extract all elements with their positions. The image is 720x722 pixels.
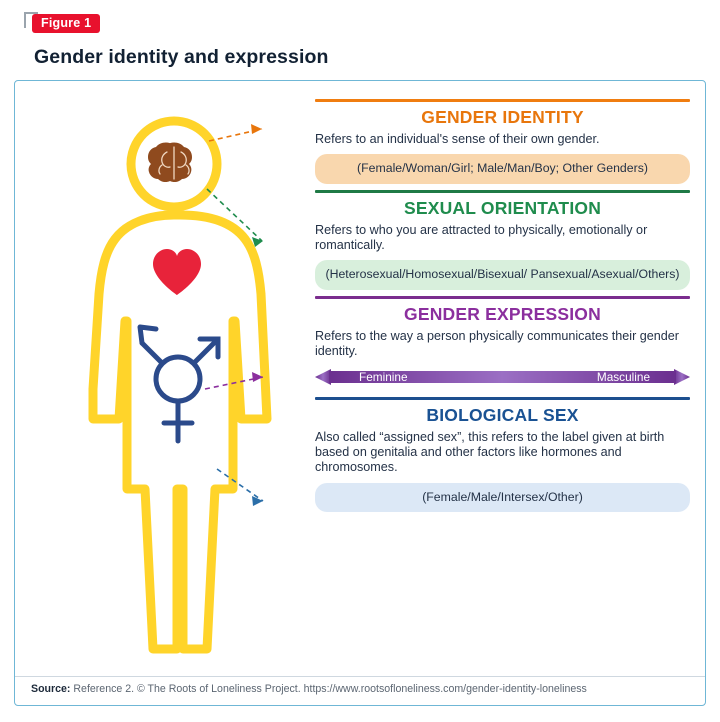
block-sexual-orientation xyxy=(315,190,690,290)
figure-badge: Figure 1 xyxy=(32,14,100,33)
block-biological-sex xyxy=(315,397,690,512)
diagram-panel xyxy=(14,80,706,706)
block-heading-gender-expression: GENDER EXPRESSION xyxy=(404,303,601,324)
block-gender-expression xyxy=(315,296,690,387)
block-gender-identity xyxy=(315,99,690,184)
body-illustration xyxy=(57,89,317,659)
block-description-gender-identity: Refers to an individual's sense of their own gender. xyxy=(315,132,600,146)
block-description-biological-sex: Also called “assigned sex”, this refers to the label given at birth based on genitalia and other factors like hormones and chromosomes. xyxy=(315,429,665,475)
definition-blocks xyxy=(315,99,690,518)
block-description-gender-expression: Refers to the way a person physically communicates their gender identity. xyxy=(315,328,679,359)
block-pill-biological-sex: (Female/Male/Intersex/Other) xyxy=(315,483,690,512)
block-heading-sexual-orientation: SEXUAL ORIENTATION xyxy=(403,197,602,218)
footer-divider xyxy=(15,676,705,677)
spectrum-label-masculine: Masculine xyxy=(596,369,650,384)
block-heading-gender-identity: GENDER IDENTITY xyxy=(421,107,584,127)
block-rule-sexual-orientation xyxy=(315,190,690,193)
source-note xyxy=(31,683,689,696)
body-outline-icon xyxy=(93,121,267,649)
block-pill-gender-identity: (Female/Woman/Girl; Male/Man/Boy; Other Genders) xyxy=(315,154,690,183)
transgender-symbol-icon xyxy=(140,327,218,441)
block-heading-biological-sex: BIOLOGICAL SEX xyxy=(426,404,579,425)
block-rule-gender-identity xyxy=(315,99,690,102)
spectrum-label-feminine: Feminine xyxy=(359,369,408,384)
block-rule-gender-expression xyxy=(315,296,690,299)
block-description-sexual-orientation: Refers to who you are attracted to physically, emotionally or romantically. xyxy=(315,222,648,253)
gender-expression-spectrum xyxy=(315,367,690,387)
block-rule-biological-sex xyxy=(315,397,690,400)
page-title: Gender identity and expression xyxy=(34,46,329,68)
heart-icon xyxy=(153,249,201,295)
corner-bracket-icon xyxy=(24,12,38,28)
block-pill-sexual-orientation: (Heterosexual/Homosexual/Bisexual/ Pansexual/Asexual/Others) xyxy=(315,260,690,289)
brain-icon xyxy=(148,143,192,183)
source-label: Source: xyxy=(31,683,71,696)
source-text: Reference 2. © The Roots of Loneliness Project. https://www.rootsofloneliness.com/gender-identity-loneliness xyxy=(73,683,587,696)
figure-badge-row xyxy=(32,14,706,36)
